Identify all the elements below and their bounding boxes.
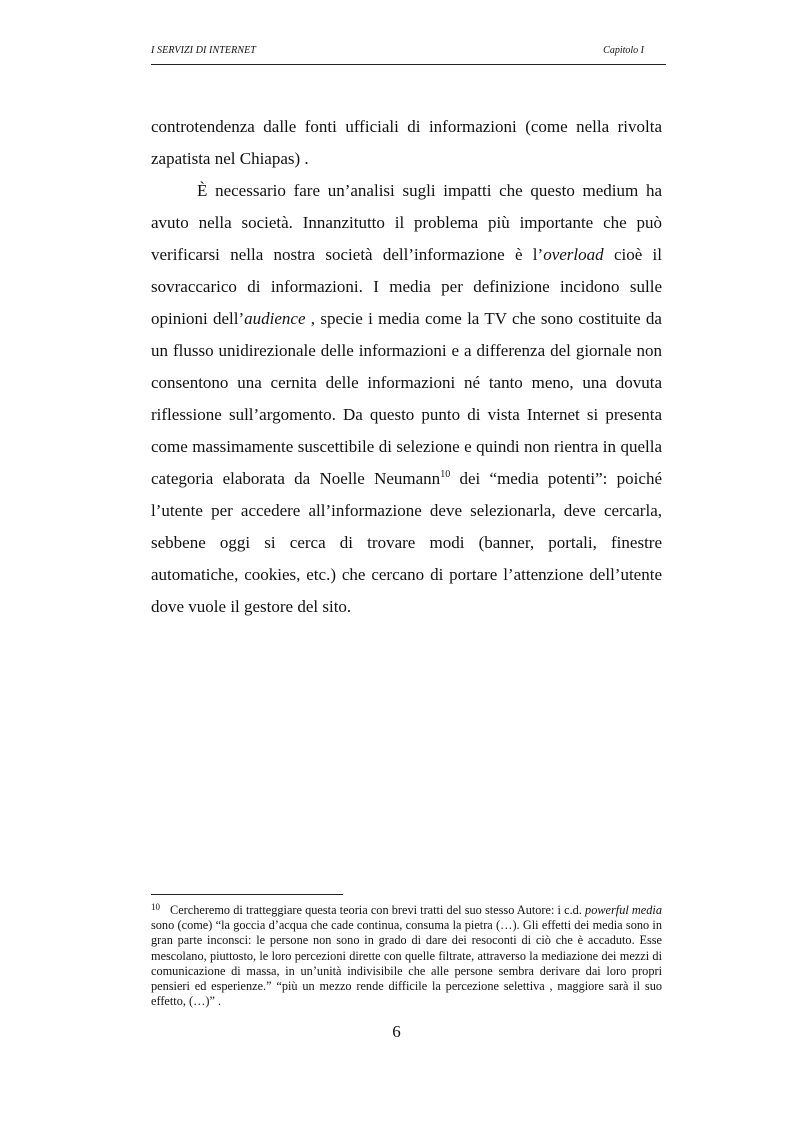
footnote [151, 903, 662, 1009]
footnote-number: 10 [151, 902, 160, 912]
term-powerful-media: powerful media [585, 903, 662, 917]
running-header [151, 44, 666, 64]
paragraph-2-text-b: cioè il sovraccarico di informazioni. I media per definizione incidono sulle opinioni dell’ [151, 245, 662, 328]
paragraph-2 [151, 175, 662, 623]
paragraph-2-text-a: È necessario fare un’analisi sugli impatti che questo medium ha avuto nella società. Innanzitutto il problema più importante che può verificarsi nella nostra società dell’informazione è l’ [151, 181, 662, 264]
footnote-text-b: sono (come) “la goccia d’acqua che cade continua, consuma la pietra (…). Gli effetti dei media sono in gran parte inconsci: le persone non sono in grado di dare dei resoconti di ciò che è accaduto. Esse mescolano, piuttosto, le loro percezioni dirette con quelle filtrate, attraverso la mediazione dei mezzi di comunicazione di massa, in un’unità indivisibile che alle persone sembra derivare dai loro propri pensieri ed esperienze.” “più un mezzo rende difficile la percezione selettiva , maggiore sarà il suo effetto, (…)” . [151, 918, 662, 1009]
footnote-reference[interactable]: 10 [440, 469, 451, 480]
paragraph-1 [151, 111, 662, 175]
chapter-label: Capitolo I [603, 45, 644, 56]
term-audience: audience [244, 309, 306, 328]
main-text [151, 111, 662, 623]
footnote-text-a: Cercheremo di tratteggiare questa teoria con brevi tratti del suo stesso Autore: i c.d. [170, 903, 586, 917]
paragraph-1-text: controtendenza dalle fonti ufficiali di informazioni (come nella rivolta zapatista nel Chiapas) . [151, 117, 662, 168]
page-number: 6 [392, 1022, 401, 1041]
footnote-divider [151, 894, 343, 895]
paragraph-2-text-d: dei “media potenti”: poiché l’utente per accedere all’informazione deve selezionarla, deve cercarla, sebbene oggi si cerca di trovare modi (banner, portali, finestre automatiche, cookies, etc.) che cercano di portare l’attenzione dell’utente dove vuole il gestore del sito. [151, 469, 662, 616]
paragraph-2-text-c: , specie i media come la TV che sono costituite da un flusso unidirezionale delle informazioni e a differenza del giornale non consentono una cernita delle informazioni né tanto meno, una dovuta riflessione sull’argomento. Da questo punto di vista Internet si presenta come massimamente suscettibile di selezione e quindi non rientra in quella categoria elaborata da Noelle Neumann [151, 309, 662, 488]
term-overload: overload [543, 245, 604, 264]
header-divider [151, 64, 666, 65]
chapter-title: I SERVIZI DI INTERNET [151, 45, 256, 56]
